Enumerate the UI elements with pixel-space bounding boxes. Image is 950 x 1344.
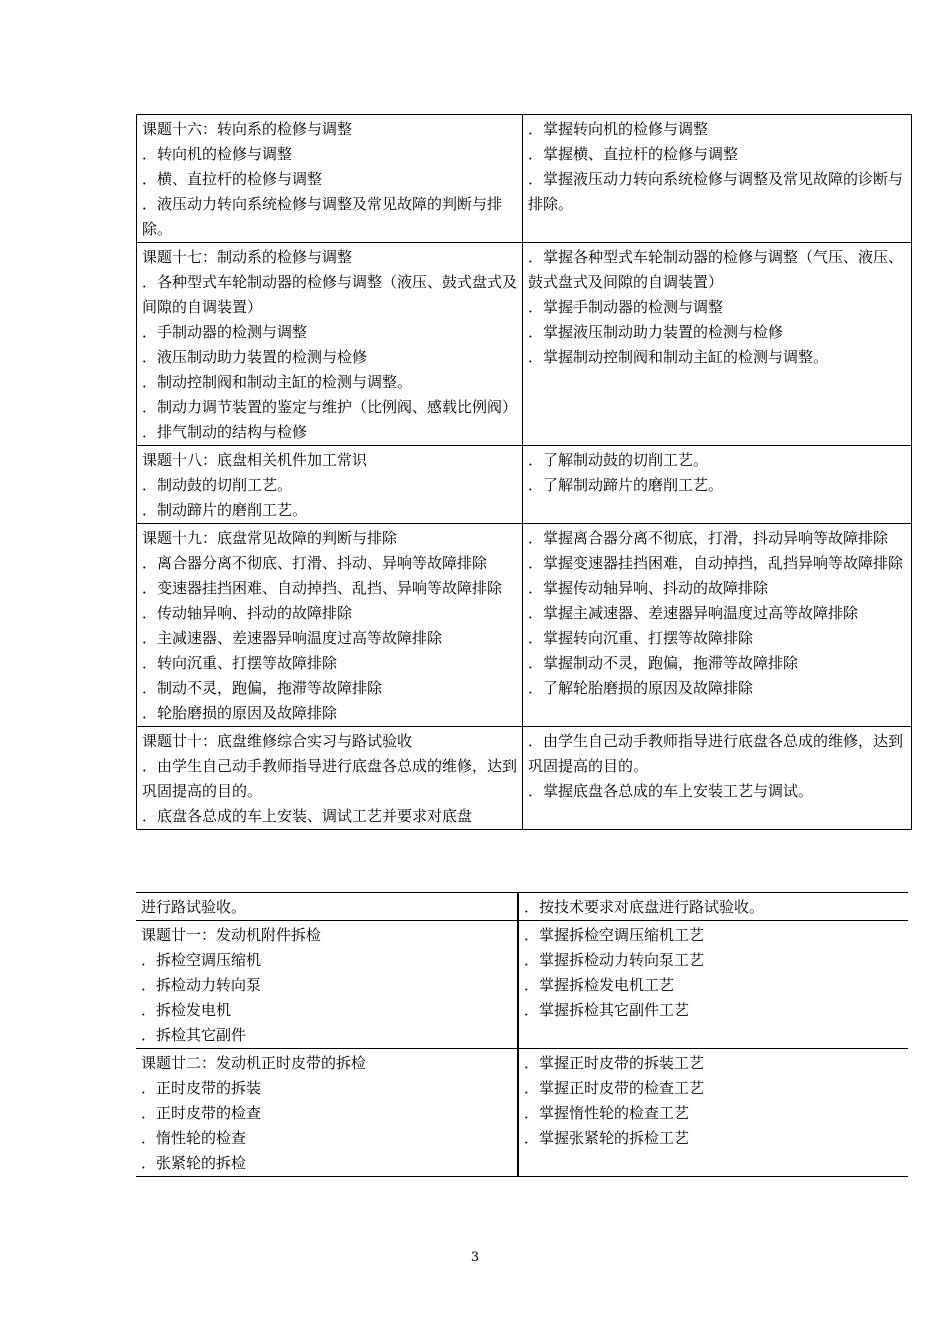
objective-line: ．掌握拆检发电机工艺	[524, 976, 675, 994]
topic-line: ．拆检空调压缩机	[141, 951, 262, 969]
curriculum-table-upper	[136, 114, 912, 830]
topic-line: ．制动力调节装置的鉴定与维护（比例阀、感载比例阀）	[142, 398, 518, 416]
objective-line: ．掌握正时皮带的检查工艺	[524, 1079, 705, 1097]
objective-line: ．掌握拆检其它副件工艺	[524, 1001, 690, 1019]
objective-line: ．掌握惰性轮的检查工艺	[524, 1104, 690, 1122]
topic-line: ．制动鼓的切削工艺。	[142, 476, 293, 494]
objective-cell	[523, 727, 912, 830]
objective-line: ．了解轮胎磨损的原因及故障排除	[528, 679, 754, 697]
objective-line: ．掌握制动控制阀和制动主缸的检测与调整。	[528, 348, 829, 366]
topic-line: ．拆检发电机	[141, 1001, 232, 1019]
topic-cell	[137, 727, 523, 830]
topic-cell	[137, 446, 523, 524]
topic-line: ．液压制动助力装置的检测与检修	[142, 348, 368, 366]
objective-line: ．掌握液压制动助力装置的检测与检修	[528, 323, 784, 341]
topic-line: ．离合器分离不彻底、打滑、抖动、异响等故障排除	[142, 554, 488, 572]
objective-line: ．掌握张紧轮的拆检工艺	[524, 1129, 690, 1147]
objective-line: ．掌握转向机的检修与调整	[528, 120, 709, 138]
page-number: 3	[470, 1250, 480, 1265]
objective-line: ．掌握离合器分离不彻底，打滑，抖动异响等故障排除	[528, 529, 889, 547]
topic-line: ．变速器挂挡困难、自动掉挡、乱挡、异响等故障排除	[142, 579, 503, 597]
topic-line: 课题十七：制动系的检修与调整	[142, 248, 353, 266]
topic-line: ．转向沉重、打摆等故障排除	[142, 654, 338, 672]
objective-line: ．掌握手制动器的检测与调整	[528, 298, 724, 316]
topic-line: ．制动控制阀和制动主缸的检测与调整。	[142, 373, 413, 391]
topic-line: ．拆检动力转向泵	[141, 976, 262, 994]
objective-line: ．了解制动蹄片的磨削工艺。	[528, 476, 724, 494]
topic-line: ．由学生自己动手教师指导进行底盘各总成的维修，达到巩固提高的目的。	[142, 757, 518, 800]
table-row	[137, 727, 912, 830]
topic-cell	[136, 893, 518, 921]
topic-line: ．惰性轮的检查	[141, 1129, 247, 1147]
topic-line: 课题十六：转向系的检修与调整	[142, 120, 353, 138]
objective-line: ．掌握主减速器、差速器异响温度过高等故障排除	[528, 604, 859, 622]
topic-line: ．传动轴异响、抖动的故障排除	[142, 604, 353, 622]
topic-line: 课题廿一：发动机附件拆检	[141, 926, 322, 944]
objective-line: ．掌握传动轴异响、抖动的故障排除	[528, 579, 769, 597]
objective-line: ．掌握制动不灵，跑偏，拖滞等故障排除	[528, 654, 799, 672]
topic-line: ．正时皮带的检查	[141, 1104, 262, 1122]
topic-line: ．主减速器、差速器异响温度过高等故障排除	[142, 629, 443, 647]
topic-line: ．底盘各总成的车上安装、调试工艺并要求对底盘	[142, 807, 473, 825]
objective-cell	[518, 921, 908, 1049]
topic-line: 课题廿十：底盘维修综合实习与路试验收	[142, 732, 413, 750]
objective-line: ．掌握拆检动力转向泵工艺	[524, 951, 705, 969]
objective-cell	[518, 1049, 908, 1177]
topic-cell	[136, 921, 518, 1049]
topic-line: ．正时皮带的拆装	[141, 1079, 262, 1097]
objective-line: ．掌握横、直拉杆的检修与调整	[528, 145, 739, 163]
objective-cell	[523, 115, 912, 243]
topic-line: ．张紧轮的拆检	[141, 1154, 247, 1172]
topic-line: 进行路试验收。	[141, 898, 247, 916]
table-row	[136, 921, 908, 1049]
table-row	[137, 446, 912, 524]
objective-cell	[523, 524, 912, 727]
topic-line: ．手制动器的检测与调整	[142, 323, 308, 341]
topic-line: ．制动不灵，跑偏，拖滞等故障排除	[142, 679, 383, 697]
objective-line: ．掌握底盘各总成的车上安装工艺与调试。	[528, 782, 814, 800]
topic-line: 课题廿二：发动机正时皮带的拆检	[141, 1054, 367, 1072]
curriculum-table-lower	[136, 892, 908, 1177]
table-row	[136, 1049, 908, 1177]
objective-cell	[523, 446, 912, 524]
objective-line: ．了解制动鼓的切削工艺。	[528, 451, 709, 469]
objective-line: ．掌握液压动力转向系统检修与调整及常见故障的诊断与排除。	[528, 170, 904, 213]
objective-cell	[518, 893, 908, 921]
topic-cell	[137, 115, 523, 243]
objective-cell	[523, 243, 912, 446]
topic-line: ．排气制动的结构与检修	[142, 423, 308, 441]
topic-cell	[136, 1049, 518, 1177]
objective-line: ．掌握拆检空调压缩机工艺	[524, 926, 705, 944]
objective-line: ．由学生自己动手教师指导进行底盘各总成的维修，达到巩固提高的目的。	[528, 732, 904, 775]
topic-cell	[137, 524, 523, 727]
topic-line: 课题十九：底盘常见故障的判断与排除	[142, 529, 398, 547]
objective-line: ．掌握转向沉重、打摆等故障排除	[528, 629, 754, 647]
topic-line: ．制动蹄片的磨削工艺。	[142, 501, 308, 519]
objective-line: ．掌握变速器挂挡困难，自动掉挡，乱挡异响等故障排除	[528, 554, 904, 572]
table-row	[136, 893, 908, 921]
table-row	[137, 115, 912, 243]
topic-line: ．拆检其它副件	[141, 1026, 247, 1044]
topic-line: ．转向机的检修与调整	[142, 145, 293, 163]
topic-line: ．轮胎磨损的原因及故障排除	[142, 704, 338, 722]
topic-line: 课题十八：底盘相关机件加工常识	[142, 451, 368, 469]
topic-line: ．液压动力转向系统检修与调整及常见故障的判断与排除。	[142, 195, 503, 238]
topic-cell	[137, 243, 523, 446]
topic-line: ．各种型式车轮制动器的检修与调整（液压、鼓式盘式及间隙的自调装置）	[142, 273, 518, 316]
objective-line: ．掌握各种型式车轮制动器的检修与调整（气压、液压、鼓式盘式及间隙的自调装置）	[528, 248, 904, 291]
table-row	[137, 524, 912, 727]
objective-line: ．按技术要求对底盘进行路试验收。	[524, 898, 765, 916]
topic-line: ．横、直拉杆的检修与调整	[142, 170, 323, 188]
table-row	[137, 243, 912, 446]
objective-line: ．掌握正时皮带的拆装工艺	[524, 1054, 705, 1072]
